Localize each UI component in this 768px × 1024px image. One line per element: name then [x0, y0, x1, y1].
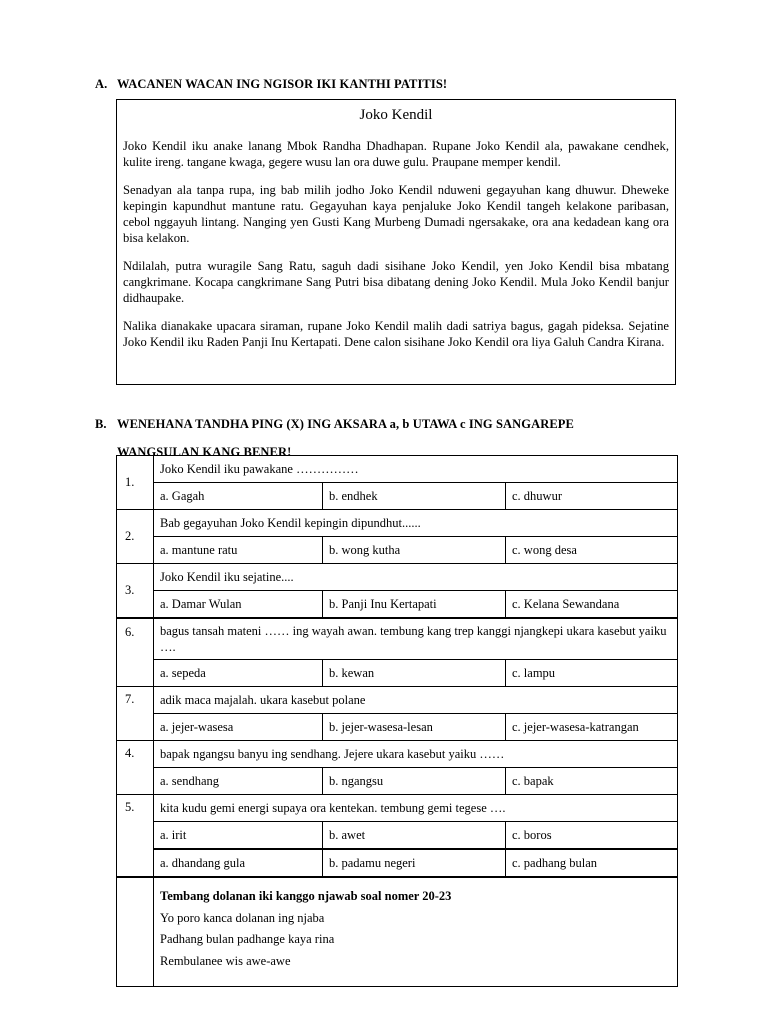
option-a[interactable]: a. sendhang [154, 768, 323, 795]
option-b[interactable]: b. Panji Inu Kertapati [323, 591, 506, 619]
story-paragraph-3: Ndilalah, putra wuragile Sang Ratu, saguh dadi sisihane Joko Kendil, yen Joko Kendil bisa mbatang cangkrimane. Kocapa cangkrimane Sang Putri bisa dibatang dening Joko Kendil. Mula Joko Kendil banjur didhaupake. [123, 259, 669, 305]
question-text: Bab gegayuhan Joko Kendil kepingin dipundhut...... [154, 510, 678, 537]
empty-number-cell [117, 877, 154, 987]
story-paragraph-1: Joko Kendil iku anake lanang Mbok Randha Dhadhapan. Rupane Joko Kendil ala, pawakane cendhek, kulite ireng. tangane kwaga, gegere wusu lan ora duwe gulu. Praupane memper kendil. [123, 139, 669, 169]
section-a-heading [95, 77, 447, 92]
question-row [117, 618, 678, 660]
question-text: bagus tansah mateni …… ing wayah awan. tembung kang trep kanggi njangkepi ukara kasebut yaiku …. [154, 618, 678, 660]
option-b[interactable]: b. padamu negeri [323, 849, 506, 877]
question-row [117, 795, 678, 822]
option-b[interactable]: b. kewan [323, 660, 506, 687]
question-number: 6. [117, 618, 154, 687]
question-text: Joko Kendil iku pawakane …………… [154, 456, 678, 483]
option-b[interactable]: b. wong kutha [323, 537, 506, 564]
options-row [117, 660, 678, 687]
option-c[interactable]: c. padhang bulan [506, 849, 678, 877]
options-row [117, 483, 678, 510]
song-row [117, 877, 678, 987]
song-line-2: Padhang bulan padhange kaya rina [160, 932, 335, 946]
question-number: 1. [117, 456, 154, 510]
question-text: Joko Kendil iku sejatine.... [154, 564, 678, 591]
question-number: 3. [117, 564, 154, 619]
question-row [117, 510, 678, 537]
option-b[interactable]: b. ngangsu [323, 768, 506, 795]
options-row [117, 849, 678, 877]
option-c[interactable]: c. jejer-wasesa-katrangan [506, 714, 678, 741]
option-a[interactable]: a. Gagah [154, 483, 323, 510]
option-c[interactable]: c. dhuwur [506, 483, 678, 510]
question-row [117, 741, 678, 768]
options-row [117, 591, 678, 619]
option-a[interactable]: a. jejer-wasesa [154, 714, 323, 741]
story-title: Joko Kendil [359, 107, 433, 123]
section-b-number: B. [95, 417, 107, 431]
option-c[interactable]: c. lampu [506, 660, 678, 687]
option-a[interactable]: a. irit [154, 822, 323, 850]
section-b-title-line2: WANGSULAN KANG BENER! [117, 445, 292, 459]
story-box [116, 99, 676, 385]
empty-number-cell [117, 849, 154, 877]
section-b-title-line1: WENEHANA TANDHA PING (X) ING AKSARA a, b UTAWA c ING SANGAREPE [117, 417, 574, 431]
question-number: 5. [117, 795, 154, 850]
question-number: 2. [117, 510, 154, 564]
question-number: 4. [117, 741, 154, 795]
question-row [117, 687, 678, 714]
options-row [117, 714, 678, 741]
question-row [117, 564, 678, 591]
options-row [117, 768, 678, 795]
option-c[interactable]: c. Kelana Sewandana [506, 591, 678, 619]
question-text: adik maca majalah. ukara kasebut polane [154, 687, 678, 714]
section-a-title: WACANEN WACAN ING NGISOR IKI KANTHI PATITIS! [117, 77, 448, 91]
option-b[interactable]: b. awet [323, 822, 506, 850]
option-a[interactable]: a. Damar Wulan [154, 591, 323, 619]
song-line-3: Rembulanee wis awe-awe [160, 953, 291, 968]
section-a-number: A. [95, 77, 108, 91]
story-paragraph-2: Senadyan ala tanpa rupa, ing bab milih jodho Joko Kendil nduweni gegayuhan kang dhuwur. Dheweke kepingin kapundhut mantune ratu. Gegayuhan kaya penjaluke Joko Kendil tangeh kelakone paribasan, cebol nggayuh lintang. Nanging yen Gusti Kang Murbeng Dumadi ngersakake, ora ana kedadean kang ora bisa kelakon. [123, 183, 669, 245]
option-a[interactable]: a. sepeda [154, 660, 323, 687]
options-row [117, 537, 678, 564]
song-cell [154, 877, 678, 987]
option-c[interactable]: c. bapak [506, 768, 678, 795]
question-text: kita kudu gemi energi supaya ora kentekan. tembung gemi tegese …. [154, 795, 678, 822]
song-title: Tembang dolanan iki kanggo njawab soal nomer 20-23 [160, 889, 452, 903]
option-c[interactable]: c. wong desa [506, 537, 678, 564]
question-row [117, 456, 678, 483]
option-b[interactable]: b. jejer-wasesa-lesan [323, 714, 506, 741]
option-b[interactable]: b. endhek [323, 483, 506, 510]
question-text: bapak ngangsu banyu ing sendhang. Jejere ukara kasebut yaiku …… [154, 741, 678, 768]
option-c[interactable]: c. boros [506, 822, 678, 850]
option-a[interactable]: a. mantune ratu [154, 537, 323, 564]
story-paragraph-4: Nalika dianakake upacara siraman, rupane Joko Kendil malih dadi satriya bagus, gagah pideksa. Sejatine Joko Kendil iku Raden Panji Inu Kertapati. Dene calon sisihane Joko Kendil ora liya Galuh Candra Kirana. [123, 319, 669, 349]
options-row [117, 822, 678, 850]
song-line-1: Yo poro kanca dolanan ing njaba [160, 910, 325, 925]
option-a[interactable]: a. dhandang gula [154, 849, 323, 877]
question-number: 7. [117, 687, 154, 741]
quiz-table [116, 455, 678, 987]
